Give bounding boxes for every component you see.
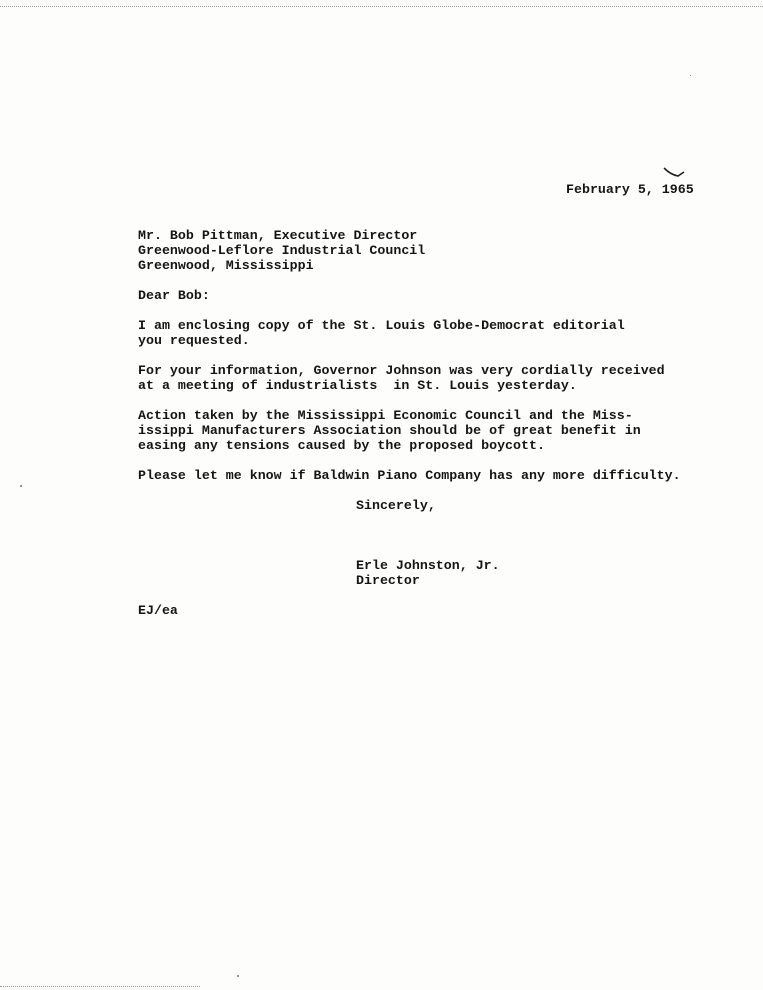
typist-initials: EJ/ea [138, 603, 178, 618]
paragraph-3-line-3: easing any tensions caused by the proposed boycott. [138, 438, 545, 453]
recipient-line-3: Greenwood, Mississippi [138, 258, 314, 273]
scan-speck [237, 975, 239, 977]
recipient-line-1: Mr. Bob Pittman, Executive Director [138, 228, 418, 243]
page-top-edge [0, 0, 763, 7]
paragraph-4-line-1: Please let me know if Baldwin Piano Company has any more difficulty. [138, 468, 681, 483]
paragraph-3-line-2: issippi Manufacturers Association should be of great benefit in [138, 423, 641, 438]
closing: Sincerely, [356, 498, 436, 513]
paragraph-3-line-1: Action taken by the Mississippi Economic Council and the Miss- [138, 408, 633, 423]
handwritten-date-mark [662, 166, 692, 180]
recipient-line-2: Greenwood-Leflore Industrial Council [138, 243, 426, 258]
page-bottom-edge [0, 986, 200, 987]
letter-date: February 5, 1965 [566, 182, 694, 197]
paragraph-2-line-2: at a meeting of industrialists in St. Louis yesterday. [138, 378, 577, 393]
paragraph-2-line-1: For your information, Governor Johnson was very cordially received [138, 363, 665, 378]
scan-speck [690, 75, 691, 76]
signer-title: Director [356, 573, 420, 588]
paragraph-1-line-2: you requested. [138, 333, 250, 348]
signer-name: Erle Johnston, Jr. [356, 558, 500, 573]
scan-speck [20, 485, 22, 487]
salutation: Dear Bob: [138, 288, 210, 303]
paragraph-1-line-1: I am enclosing copy of the St. Louis Globe-Democrat editorial [138, 318, 625, 333]
